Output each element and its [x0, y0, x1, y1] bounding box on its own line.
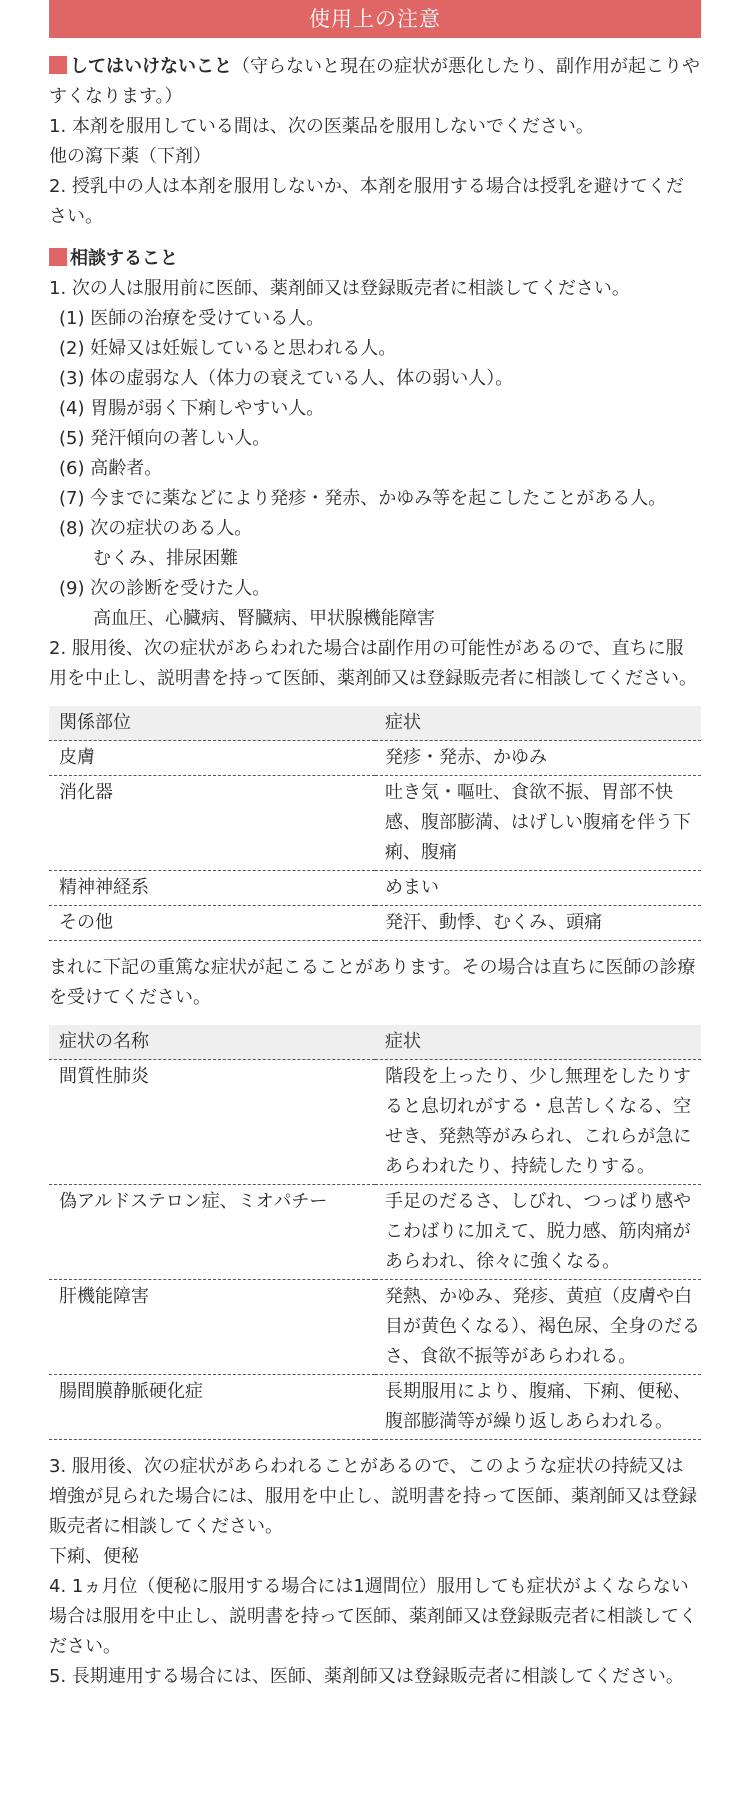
- content: [49, 52, 701, 1692]
- table-cell: 長期服用により、腹痛、下痢、便秘、腹部膨満等が繰り返しあらわれる。: [375, 1375, 701, 1440]
- table-row: [49, 1375, 701, 1440]
- column-header: 症状の名称: [49, 1025, 375, 1060]
- dont-do-item-1: 1. 本剤を服用している間は、次の医薬品を服用しないでください。: [49, 116, 594, 137]
- table-cell: 発熱、かゆみ、発疹、黄疸（皮膚や白目が黄色くなる）、褐色尿、全身のだるさ、食欲不振等があらわれる。: [375, 1280, 701, 1375]
- square-bullet-icon: [49, 248, 67, 266]
- table-cell: 精神神経系: [49, 871, 375, 906]
- table-row: [49, 1280, 701, 1375]
- dont-do-note: （守らないと現在の症状が悪化したり、副作用が起こりやすくなります。）: [49, 56, 700, 107]
- consult-item-4: 4. 1ヵ月位（便秘に服用する場合には1週間位）服用しても症状がよくならない場合は服用を中止し、説明書を持って医師、薬剤師又は登録販売者に相談してください。: [49, 1576, 697, 1657]
- table-cell: 皮膚: [49, 741, 375, 776]
- table-row: [49, 1185, 701, 1280]
- table-cell: 手足のだるさ、しびれ、つっぱり感やこわばりに加えて、脱力感、筋肉痛があらわれ、徐々に強くなる。: [375, 1185, 701, 1280]
- consult-item-1: 1. 次の人は服用前に医師、薬剤師又は登録販売者に相談してください。: [49, 278, 630, 299]
- section-title-bar: [49, 0, 701, 38]
- table-cell: 階段を上ったり、少し無理をしたりすると息切れがする・息苦しくなる、空せき、発熱等がみられ、これらが急にあらわれたり、持続したりする。: [375, 1060, 701, 1185]
- consult-item-2: 2. 服用後、次の症状があらわれた場合は副作用の可能性があるので、直ちに服用を中止し、説明書を持って医師、薬剤師又は登録販売者に相談してください。: [49, 638, 697, 689]
- section-title: 使用上の注意: [309, 7, 441, 31]
- square-bullet-icon: [49, 56, 67, 74]
- serious-symptoms-table: [49, 1025, 701, 1440]
- table-row: [49, 776, 701, 871]
- consult-item-3-detail: 下痢、便秘: [49, 1546, 139, 1567]
- table-cell: 消化器: [49, 776, 375, 871]
- table-cell: 発汗、動悸、むくみ、頭痛: [375, 906, 701, 941]
- consult-heading: 相談すること: [70, 248, 178, 269]
- table-cell: 偽アルドステロン症、ミオパチー: [49, 1185, 375, 1280]
- table-cell: その他: [49, 906, 375, 941]
- consult-subitem: (6) 高齢者。: [59, 458, 163, 479]
- dont-do-item-2: 2. 授乳中の人は本剤を服用しないか、本剤を服用する場合は授乳を避けてください。: [49, 176, 684, 227]
- table-cell: 発疹・発赤、かゆみ: [375, 741, 701, 776]
- table-header-row: [49, 1025, 701, 1060]
- rare-note: まれに下記の重篤な症状が起こることがあります。その場合は直ちに医師の診療を受けてください。: [49, 957, 696, 1008]
- table-cell: 間質性肺炎: [49, 1060, 375, 1185]
- column-header: 症状: [375, 706, 701, 741]
- consult-subitem: (4) 胃腸が弱く下痢しやすい人。: [59, 398, 325, 419]
- consult-item-3: 3. 服用後、次の症状があらわれることがあるので、このような症状の持続又は増強が見られた場合には、服用を中止し、説明書を持って医師、薬剤師又は登録販売者に相談してください。: [49, 1456, 697, 1537]
- consult-item-5: 5. 長期連用する場合には、医師、薬剤師又は登録販売者に相談してください。: [49, 1666, 684, 1687]
- column-header: 関係部位: [49, 706, 375, 741]
- dont-do-paragraph: [49, 52, 701, 112]
- dont-do-heading: してはいけないこと: [70, 56, 232, 77]
- table-header-row: [49, 706, 701, 741]
- table-cell: 腸間膜静脈硬化症: [49, 1375, 375, 1440]
- table-cell: めまい: [375, 871, 701, 906]
- table-row: [49, 871, 701, 906]
- consult-subitem-detail: むくみ、排尿困難: [93, 548, 239, 569]
- consult-subitem: (2) 妊婦又は妊娠していると思われる人。: [59, 338, 397, 359]
- column-header: 症状: [375, 1025, 701, 1060]
- dont-do-item-1-detail: 他の瀉下薬（下剤）: [49, 146, 211, 167]
- consult-subitem: (8) 次の症状のある人。: [59, 518, 253, 539]
- consult-heading-line: [49, 244, 701, 274]
- spacer: [49, 232, 701, 244]
- consult-subitem: (1) 医師の治療を受けている人。: [59, 308, 325, 329]
- consult-subitem: (3) 体の虚弱な人（体力の衰えている人、体の弱い人）。: [59, 368, 514, 389]
- table-row: [49, 741, 701, 776]
- side-effects-table: [49, 706, 701, 941]
- table-row: [49, 906, 701, 941]
- table-cell: 吐き気・嘔吐、食欲不振、胃部不快感、腹部膨満、はげしい腹痛を伴う下痢、腹痛: [375, 776, 701, 871]
- consult-subitem: (7) 今までに薬などにより発疹・発赤、かゆみ等を起こしたことがある人。: [59, 488, 667, 509]
- consult-subitem: (5) 発汗傾向の著しい人。: [59, 428, 271, 449]
- table-cell: 肝機能障害: [49, 1280, 375, 1375]
- table-row: [49, 1060, 701, 1185]
- consult-subitem: (9) 次の診断を受けた人。: [59, 578, 271, 599]
- consult-subitem-detail: 高血圧、心臓病、腎臓病、甲状腺機能障害: [93, 608, 435, 629]
